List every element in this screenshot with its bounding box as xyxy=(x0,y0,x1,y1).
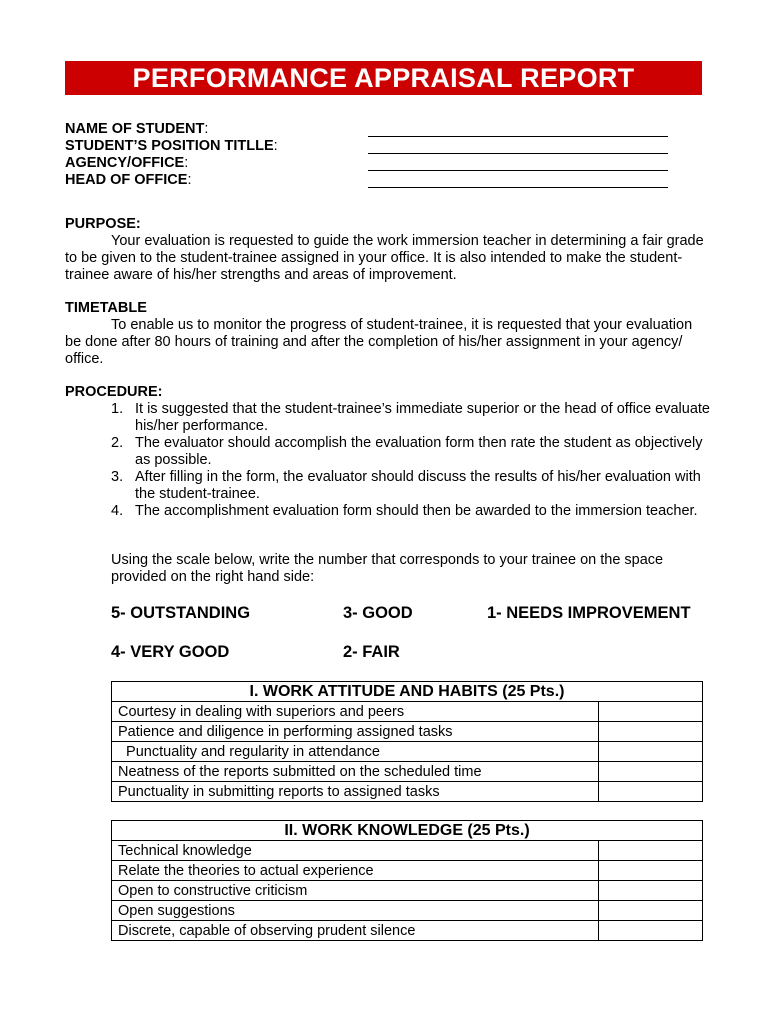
procedure-heading: PROCEDURE: xyxy=(65,384,163,400)
table-row xyxy=(112,762,703,782)
student-name-line[interactable] xyxy=(368,136,668,137)
purpose-text: Your evaluation is requested to guide the work immersion teacher in determining a fair grade to be given to the student-trainee assigned in your office. It is also intended to make the student-trainee aware of his/her strengths and areas of improvement. xyxy=(65,233,704,283)
field-label: NAME OF STUDENT xyxy=(65,121,205,137)
score-cell[interactable] xyxy=(599,722,703,742)
table-row xyxy=(112,782,703,802)
criterion-label: Courtesy in dealing with superiors and peers xyxy=(112,702,599,722)
criterion-label: Open to constructive criticism xyxy=(112,881,599,901)
criterion-label: Punctuality and regularity in attendance xyxy=(112,742,599,762)
scale-fair: 2- FAIR xyxy=(343,643,400,661)
table-row xyxy=(112,841,703,861)
table-row xyxy=(112,861,703,881)
score-cell[interactable] xyxy=(599,921,703,941)
score-cell[interactable] xyxy=(599,762,703,782)
scale-instruction: Using the scale below, write the number that corresponds to your trainee on the space provided on the right hand side: xyxy=(111,552,664,585)
timetable-text: To enable us to monitor the progress of student-trainee, it is requested that your evaluation be done after 80 hours of training and after the completion of his/her assignment in your agency/ office. xyxy=(65,317,693,367)
head-of-office-field: HEAD OF OFFICE: xyxy=(65,172,702,189)
table-row xyxy=(112,921,703,941)
agency-office-line[interactable] xyxy=(368,170,668,171)
criterion-label: Discrete, capable of observing prudent silence xyxy=(112,921,599,941)
criterion-label: Relate the theories to actual experience xyxy=(112,861,599,881)
score-cell[interactable] xyxy=(599,742,703,762)
table-row xyxy=(112,702,703,722)
section-title: II. WORK KNOWLEDGE (25 Pts.) xyxy=(112,821,703,841)
table-row xyxy=(112,722,703,742)
score-cell[interactable] xyxy=(599,901,703,921)
score-cell[interactable] xyxy=(599,861,703,881)
criterion-label: Technical knowledge xyxy=(112,841,599,861)
table-row xyxy=(112,881,703,901)
position-title-field: STUDENT’S POSITION TITLLE: xyxy=(65,138,702,155)
criterion-label: Neatness of the reports submitted on the scheduled time xyxy=(112,762,599,782)
field-label: HEAD OF OFFICE xyxy=(65,172,188,188)
criterion-label: Patience and diligence in performing assigned tasks xyxy=(112,722,599,742)
head-of-office-line[interactable] xyxy=(368,187,668,188)
work-knowledge-table xyxy=(111,820,703,941)
section-title: I. WORK ATTITUDE AND HABITS (25 Pts.) xyxy=(112,682,703,702)
criterion-label: Open suggestions xyxy=(112,901,599,921)
scale-very-good: 4- VERY GOOD xyxy=(111,643,230,661)
criterion-label: Punctuality in submitting reports to assigned tasks xyxy=(112,782,599,802)
student-name-field: NAME OF STUDENT: xyxy=(65,121,702,138)
work-attitude-table xyxy=(111,681,703,802)
scale-outstanding: 5- OUTSTANDING xyxy=(111,604,251,622)
position-title-line[interactable] xyxy=(368,153,668,154)
score-cell[interactable] xyxy=(599,841,703,861)
timetable-heading: TIMETABLE xyxy=(65,300,147,316)
report-title: PERFORMANCE APPRAISAL REPORT xyxy=(65,61,702,95)
table-row xyxy=(112,901,703,921)
field-label: STUDENT’S POSITION TITLLE xyxy=(65,138,274,154)
field-label: AGENCY/OFFICE xyxy=(65,155,185,171)
score-cell[interactable] xyxy=(599,782,703,802)
agency-office-field: AGENCY/OFFICE: xyxy=(65,155,702,172)
purpose-heading: PURPOSE: xyxy=(65,216,141,232)
table-row xyxy=(112,742,703,762)
scale-good: 3- GOOD xyxy=(343,604,413,622)
procedure-list xyxy=(111,401,711,520)
score-cell[interactable] xyxy=(599,881,703,901)
list-item: 4. The accomplishment evaluation form should then be awarded to the immersion teacher. xyxy=(111,503,698,519)
scale-needs-improvement: 1- NEEDS IMPROVEMENT xyxy=(487,604,691,622)
list-item: 2. The evaluator should accomplish the evaluation form then rate the student as objectively as possible. xyxy=(111,435,703,468)
list-item: 1. It is suggested that the student-trainee’s immediate superior or the head of office evaluate his/her performance. xyxy=(111,401,710,434)
score-cell[interactable] xyxy=(599,702,703,722)
list-item: 3. After filling in the form, the evaluator should discuss the results of his/her evaluation with the student-trainee. xyxy=(111,469,701,502)
